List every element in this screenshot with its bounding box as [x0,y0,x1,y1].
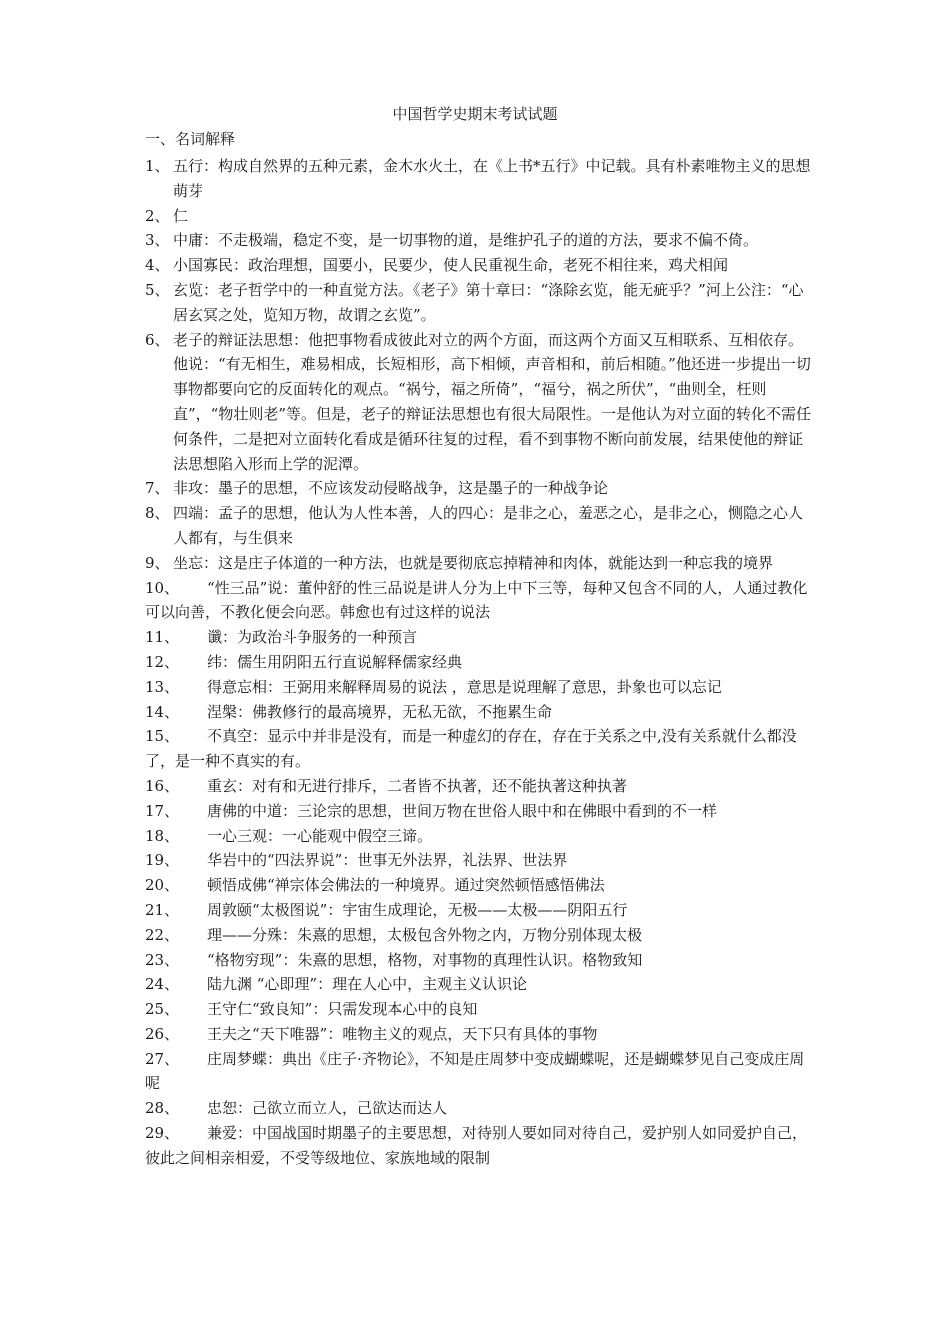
item-text: 庄周梦蝶：典出《庄子·齐物论》，不知是庄周梦中变成蝴蝶呢，还是蝴蝶梦见自己变成庄周呢 [145,1049,805,1093]
item-number: 27、 [145,1049,180,1068]
item-text: 顿悟成佛“禅宗体会佛法的一种境界。通过突然顿悟感悟佛法 [207,876,605,895]
list-item [145,1047,815,1097]
page-title: 中国哲学史期末考试试题 [392,105,558,123]
item-number: 26、 [145,1024,180,1043]
item-number: 21、 [145,900,180,919]
list-item [145,1022,815,1047]
list-item [145,576,815,626]
item-number: 18、 [145,826,180,845]
item-text: 四端：孟子的思想，他认为人性本善，人的四心：是非之心，羞恶之心，是非之心，恻隐之心人人都有，与生俱来 [173,504,804,547]
list-item [145,923,815,948]
list-item [145,253,815,278]
list-item [145,328,815,477]
item-number: 24、 [145,975,180,994]
item-number: 2、 [145,206,170,225]
list-item [145,1121,815,1171]
item-number: 25、 [145,1000,180,1019]
item-number: 23、 [145,950,180,969]
list-item [145,501,815,551]
item-text: 不真空：显示中并非是没有，而是一种虚幻的存在，存在于关系之中,没有关系就什么都没了，是一种不真实的有。 [145,727,797,771]
list-item [145,204,815,229]
item-number: 15、 [145,727,180,746]
item-number: 11、 [145,628,180,647]
item-text: 忠恕：己欲立而立人，己欲达而达人 [207,1099,448,1118]
item-number: 6、 [145,330,170,349]
list-item [145,972,815,997]
list-item [145,476,815,501]
item-text: “性三品”说：董仲舒的性三品说是讲人分为上中下三等，每种又包含不同的人，人通过教化可以向善，不教化便会向恶。韩愈也有过这样的说法 [145,578,808,622]
item-text: 坐忘：这是庄子体道的一种方法，也就是要彻底忘掉精神和肉体，就能达到一种忘我的境界 [173,553,774,572]
list-item [145,873,815,898]
list-item [145,228,815,253]
list-item [145,675,815,700]
item-text: 王夫之“天下唯器”：唯物主义的观点，天下只有具体的事物 [207,1024,598,1043]
item-text: 唐佛的中道：三论宗的思想，世间万物在世俗人眼中和在佛眼中看到的不一样 [207,801,718,820]
item-text: 老子的辩证法思想：他把事物看成彼此对立的两个方面，而这两个方面又互相联系、互相依存。他说：“有无相生，难易相成，长短相形，高下相倾，声音相和，前后相随。”他还进一步提出一切事物都要向它的反面转化的观点。“祸兮，福之所倚”，“福兮，祸之所伏”，“曲则全，枉则直”，“物壮则老”等。但是，老子的辩证法思想也有很大局限性。一是他认为对立面的转化不需任何条件，二是把对立面转化看成是循环往复的过程，看不到事物不断向前发展，结果使他的辩证法思想陷入形而上学的泥潭。 [173,330,812,473]
item-number: 16、 [145,776,180,795]
list-item [145,848,815,873]
item-text: 陆九渊 “心即理”：理在人心中，主观主义认识论 [207,975,528,994]
list-item [145,278,815,328]
item-text: 兼爱：中国战国时期墨子的主要思想，对待别人要如同对待自己，爱护别人如同爱护自己，彼此之间相亲相爱，不受等级地位、家族地域的限制 [145,1124,808,1167]
item-text: 非攻：墨子的思想，不应该发动侵略战争，这是墨子的一种战争论 [173,479,609,498]
item-text: 仁 [173,206,189,225]
item-text: 理——分殊：朱熹的思想，太极包含外物之内，万物分别体现太极 [207,925,643,944]
list-item [145,799,815,824]
list-item [145,650,815,675]
list-item [145,774,815,799]
item-number: 8、 [145,504,170,523]
section-heading: 一、名词解释 [145,130,236,148]
list-item [145,700,815,725]
list-item [145,551,815,576]
item-number: 12、 [145,652,180,671]
item-number: 19、 [145,851,180,870]
item-number: 22、 [145,925,180,944]
item-text: 谶：为政治斗争服务的一种预言 [207,628,418,647]
item-text: 涅槃：佛教修行的最高境界，无私无欲，不拖累生命 [207,702,553,721]
item-number: 13、 [145,677,180,696]
item-text: 一心三观：一心能观中假空三谛。 [207,826,433,845]
list-item [145,824,815,849]
item-text: “格物穷现”：朱熹的思想，格物，对事物的真理性认识。格物致知 [207,950,643,969]
item-text: 重玄：对有和无进行排斥，二者皆不执著，还不能执著这种执著 [207,776,628,795]
list-item [145,724,815,774]
item-text: 华岩中的“四法界说”：世事无外法界，礼法界、世法界 [207,851,568,870]
item-number: 4、 [145,256,170,275]
item-text: 五行：构成自然界的五种元素，金木水火土，在《上书*五行》中记载。具有朴素唯物主义的思想萌芽 [173,157,811,200]
item-number: 29、 [145,1124,180,1143]
item-text: 玄览：老子哲学中的一种直觉方法。《老子》第十章曰：“涤除玄览，能无疵乎？”河上公注：“心居玄冥之处，览知万物，故谓之玄览”。 [173,280,804,324]
term-list [145,154,815,1171]
list-item [145,1096,815,1121]
item-number: 20、 [145,876,180,895]
item-number: 28、 [145,1099,180,1118]
item-text: 中庸：不走极端，稳定不变，是一切事物的道，是维护孔子的道的方法，要求不偏不倚。 [173,231,759,250]
item-number: 7、 [145,479,170,498]
list-item [145,154,815,204]
item-number: 1、 [145,157,170,175]
item-text: 王守仁“致良知”：只需发现本心中的良知 [207,1000,478,1019]
item-text: 纬：儒生用阴阳五行直说解释儒家经典 [207,652,463,671]
item-text: 周敦颐“太极图说”：宇宙生成理论，无极——太极——阴阳五行 [207,900,628,919]
list-item [145,625,815,650]
list-item [145,948,815,973]
item-number: 14、 [145,702,180,721]
item-number: 10、 [145,578,180,597]
item-number: 5、 [145,280,170,299]
item-number: 17、 [145,801,180,820]
item-text: 小国寡民：政治理想，国要小，民要少，使人民重视生命，老死不相往来，鸡犬相闻 [173,256,729,275]
item-number: 9、 [145,553,170,572]
item-text: 得意忘相：王弼用来解释周易的说法 ，意思是说理解了意思，卦象也可以忘记 [207,677,722,696]
item-number: 3、 [145,231,170,250]
list-item [145,898,815,923]
list-item [145,997,815,1022]
